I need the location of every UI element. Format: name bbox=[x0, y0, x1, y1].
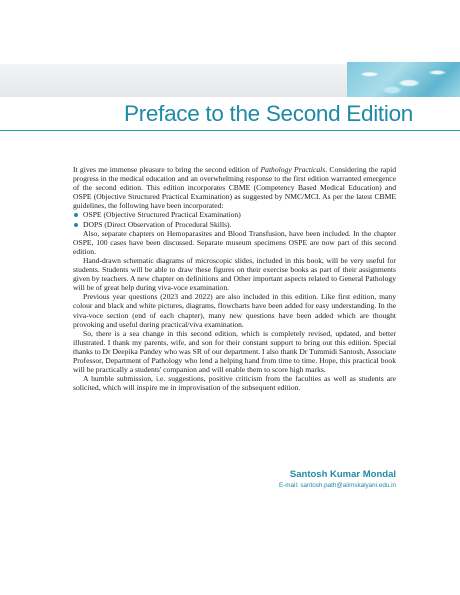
bullet-list bbox=[73, 210, 396, 228]
page-title: Preface to the Second Edition bbox=[124, 101, 413, 126]
paragraph-hemoparasites: Also, separate chapters on Hemoparasites and Blood Transfusion, have been included. In the chapter OSPE, 100 cases have been discussed. Separate museum specimens OSPE are now part of this second edition. bbox=[73, 228, 396, 256]
book-title: Pathology Practicals bbox=[260, 165, 326, 174]
paragraph-previous-questions: Previous year questions (2023 and 2022) are also included in this edition. Like first edition, many colour and black and white pictures, diagrams, flowcharts have been added for easy understanding. In the viva-voce section (end of each chapter), many new questions have been added which are thought provoking and useful during practical/viva examination. bbox=[73, 292, 396, 329]
header-water-image bbox=[347, 62, 460, 97]
preface-body bbox=[73, 165, 396, 392]
bullet-icon bbox=[74, 223, 78, 227]
signature-block bbox=[279, 469, 396, 489]
paragraph-intro: It gives me immense pleasure to bring the second edition of Pathology Practicals. Considering the rapid progress in the medical education and an overwhelming response to the first edition warranted emergence of the second edition. This edition incorporates CBME (Competency Based Medical Education) and OSPE (Objective Structured Practical Examination) as suggested by NMC/MCI. As per the latest CBME guidelines, the following have been incorporated: bbox=[73, 165, 396, 211]
bullet-icon bbox=[74, 213, 78, 217]
list-item: OSPE (Objective Structured Practical Examination) bbox=[73, 210, 396, 219]
list-item: DOPS (Direct Observation of Procedural Skills). bbox=[73, 220, 396, 229]
author-name: Santosh Kumar Mondal bbox=[289, 469, 396, 480]
author-email: E-mail: santosh.path@aiimskalyani.edu.in bbox=[279, 482, 396, 489]
paragraph-submission: A humble submission, i.e. suggestions, positive criticism from the faculties as well as students are solicited, which will inspire me in improvisation of the subsequent edition. bbox=[73, 374, 396, 393]
title-rule bbox=[0, 130, 460, 131]
paragraph-diagrams: Hand-drawn schematic diagrams of microscopic slides, included in this book, will be very useful for students. Students will be able to draw these figures on their exercise books as part of their assignments given by teachers. A new chapter on definitions and Other important aspects related to General Pathology will be of great help during viva-voce examination. bbox=[73, 255, 396, 293]
paragraph-acknowledgements: So, there is a sea change in this second edition, which is completely revised, updated, and better illustrated. I thank my parents, wife, and son for their constant support to bring out this edition. Special thanks to Dr Deepika Pandey who was SR of our department. I also thank Dr Tummidi Santosh, Associate Professor, Department of Pathology who lend a helping hand from time to time. Hope, this practical book will be practically a students' companion and will enable them to score high marks. bbox=[73, 328, 396, 375]
